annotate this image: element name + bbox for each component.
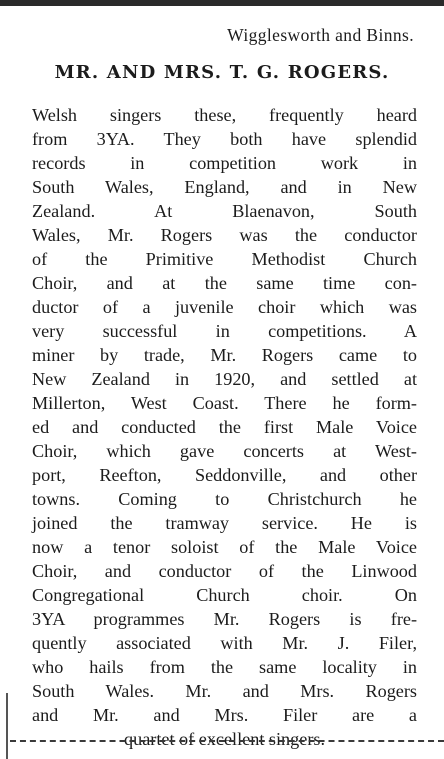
article-line: ductor of a juvenile choir which was [32,297,417,317]
article-line: records in competition work in [32,153,417,173]
article-line: who hails from the same locality in [32,657,417,677]
article-line: Welsh singers these, frequently heard [32,105,417,125]
article-line: quently associated with Mr. J. Filer, [32,633,417,653]
article-body [32,103,417,751]
article-line: quartet of excellent singers. [124,729,325,749]
article-line: New Zealand in 1920, and settled at [32,369,417,389]
article-line: from 3YA. They both have splendid [32,129,417,149]
article-line: and Mr. and Mrs. Filer are a [32,705,417,725]
article-line: Millerton, West Coast. There he form- [32,393,417,413]
article-line: joined the tramway service. He is [32,513,417,533]
column-bracket [6,693,8,759]
bottom-border-rule [10,740,444,742]
article-line: Congregational Church choir. On [32,585,417,605]
article-line: very successful in competitions. A [32,321,417,341]
article-line: South Wales, England, and in New [32,177,417,197]
top-border-rule [0,0,444,6]
article-line: Zealand. At Blaenavon, South [32,201,417,221]
article-line: miner by trade, Mr. Rogers came to [32,345,417,365]
article-line: Choir, and at the same time con- [32,273,417,293]
headline: MR. AND MRS. T. G. ROGERS. [54,62,390,83]
article-line: 3YA programmes Mr. Rogers is fre- [32,609,417,629]
article-line: Choir, and conductor of the Linwood [32,561,417,581]
article-line: now a tenor soloist of the Male Voice [32,537,417,557]
photo-credit: Wigglesworth and Binns. [227,25,414,45]
article-line: Wales, Mr. Rogers was the conductor [32,225,417,245]
article-line: towns. Coming to Christchurch he [32,489,417,509]
article-line: ed and conducted the first Male Voice [32,417,417,437]
article-line: South Wales. Mr. and Mrs. Rogers [32,681,417,701]
article-line: of the Primitive Methodist Church [32,249,417,269]
article-line: port, Reefton, Seddonville, and other [32,465,417,485]
article-line: Choir, which gave concerts at West- [32,441,417,461]
